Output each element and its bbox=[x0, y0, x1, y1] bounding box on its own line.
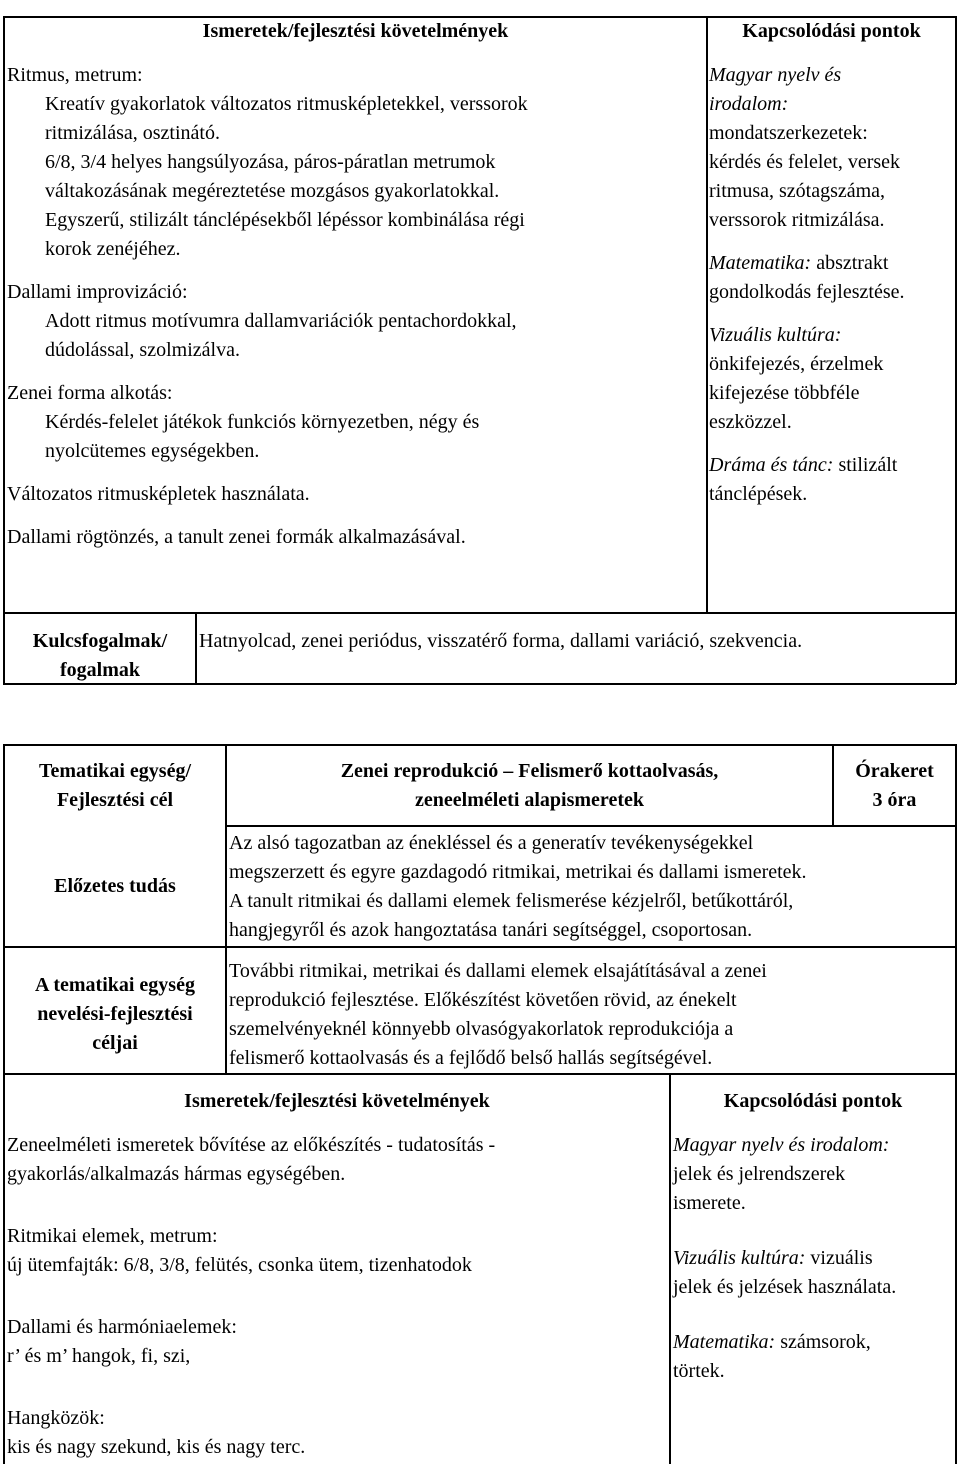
text-line: A tanult ritmikai és dallami elemek felismerése kézjelről, betűkottáról, bbox=[229, 890, 794, 912]
connection-math-2 bbox=[673, 1328, 955, 1386]
text-line: törtek. bbox=[673, 1360, 725, 1382]
text-line: gyakorlás/alkalmazás hármas egységében. bbox=[7, 1163, 346, 1185]
text-line: ritmizálása, osztinátó. bbox=[45, 122, 220, 144]
text-line: kifejezése többféle bbox=[709, 382, 860, 404]
requirements-list bbox=[7, 61, 704, 552]
unit-title bbox=[227, 757, 832, 815]
text-line: További ritmikai, metrikai és dallami elemek elsajátításával a zenei bbox=[229, 960, 767, 982]
subject-label: irodalom: bbox=[709, 93, 789, 115]
text-line: új ütemfajták: 6/8, 3/8, felütés, csonka ütem, tizenhatodok bbox=[7, 1254, 472, 1276]
text-line: Dallami és harmóniaelemek: bbox=[7, 1316, 237, 1338]
block-melodic-improvisation bbox=[7, 278, 704, 365]
text-line: Dallami rögtönzés, a tanult zenei formák alkalmazásával. bbox=[7, 526, 466, 548]
block-heading: Dallami improvizáció: bbox=[7, 281, 188, 303]
text-line: vizuális bbox=[805, 1247, 873, 1269]
connection-math bbox=[709, 249, 954, 307]
title-line: zeneelméleti alapismeretek bbox=[415, 789, 644, 811]
text-line: ismerete. bbox=[673, 1192, 746, 1214]
text-line: korok zenéjéhez. bbox=[45, 238, 181, 260]
text-line: Adott ritmus motívumra dallamvariációk pentachordokkal, bbox=[45, 310, 517, 332]
connection-drama bbox=[709, 451, 954, 509]
label-line: Fejlesztési cél bbox=[56, 789, 174, 811]
key-concepts-value: Hatnyolcad, zenei periódus, visszatérő forma, dallami variáció, szekvencia. bbox=[199, 630, 803, 652]
text-line: kérdés és felelet, versek bbox=[709, 151, 901, 173]
block-rhythmic-elements bbox=[7, 1222, 667, 1280]
text-line: reprodukció fejlesztése. Előkészítést követően rövid, az énekelt bbox=[229, 989, 737, 1011]
connection-visual bbox=[709, 321, 954, 437]
text-line: verssorok ritmizálása. bbox=[709, 209, 885, 231]
hours-value: 3 óra bbox=[872, 789, 917, 811]
connection-visual-2 bbox=[673, 1244, 955, 1302]
text-line: tánclépések. bbox=[709, 483, 808, 505]
subject-label: Magyar nyelv és irodalom: bbox=[673, 1134, 890, 1156]
block-musical-form bbox=[7, 379, 704, 466]
text-line: szemelvényeknél könnyebb olvasógyakorlatok reprodukciója a bbox=[229, 1018, 734, 1040]
block-rhythm bbox=[7, 61, 704, 264]
text-line: felismerő kottaolvasás és a fejlődő belső hallás segítségével. bbox=[229, 1047, 713, 1069]
hours-label: Órakeret bbox=[855, 760, 934, 782]
text-line: r’ és m’ hangok, fi, szi, bbox=[7, 1345, 191, 1367]
text-line: Hangközök: bbox=[7, 1407, 105, 1429]
block-theory bbox=[7, 1131, 667, 1189]
label-line: Kulcsfogalmak/ bbox=[32, 630, 168, 652]
text-line: Változatos ritmusképletek használata. bbox=[7, 483, 310, 505]
label-line: fogalmak bbox=[60, 659, 140, 681]
text-line: számsorok, bbox=[775, 1331, 871, 1353]
goals-label bbox=[5, 971, 225, 1058]
text-line: hangjegyről és azok hangoztatása tanári segítséggel, csoportosan. bbox=[229, 919, 753, 941]
text-line: Az alsó tagozatban az énekléssel és a generatív tevékenységekkel bbox=[229, 832, 754, 854]
text-line: nyolcütemes egységekben. bbox=[45, 440, 260, 462]
block-heading: Zenei forma alkotás: bbox=[7, 382, 173, 404]
text-line: 6/8, 3/4 helyes hangsúlyozása, páros-páratlan metrumok bbox=[45, 151, 496, 173]
text-line: eszközzel. bbox=[709, 411, 792, 433]
prior-knowledge-text bbox=[229, 829, 955, 945]
label-line: Tematikai egység/ bbox=[38, 760, 192, 782]
connections-list bbox=[709, 61, 954, 509]
prior-knowledge-label: Előzetes tudás bbox=[54, 875, 176, 897]
goals-text bbox=[229, 957, 955, 1073]
subject-label: Vizuális kultúra: bbox=[709, 324, 842, 346]
block-melodic-elements bbox=[7, 1313, 667, 1371]
text-line: ritmusa, szótagszáma, bbox=[709, 180, 886, 202]
left-column-header-2: Ismeretek/fejlesztési követelmények bbox=[184, 1090, 490, 1112]
connection-hungarian bbox=[709, 61, 954, 235]
right-column-header: Kapcsolódási pontok bbox=[742, 20, 921, 42]
text-line: Zeneelméleti ismeretek bővítése az előkészítés - tudatosítás - bbox=[7, 1134, 496, 1156]
text-line: Egyszerű, stilizált tánclépésekből lépéssor kombinálása régi bbox=[45, 209, 525, 231]
text-line: Kérdés-felelet játékok funkciós környezetben, négy és bbox=[45, 411, 480, 433]
connection-hungarian-2 bbox=[673, 1131, 955, 1218]
text-line: absztrakt bbox=[811, 252, 889, 274]
text-line: jelek és jelzések használata. bbox=[673, 1276, 897, 1298]
connections-list-2 bbox=[673, 1131, 955, 1386]
text-line: gondolkodás fejlesztése. bbox=[709, 281, 905, 303]
label-line: nevelési-fejlesztési bbox=[37, 1003, 193, 1025]
text-line: mondatszerkezetek: bbox=[709, 122, 868, 144]
text-line: váltakozásának megéreztetése mozgásos gyakorlatokkal. bbox=[45, 180, 500, 202]
block-heading: Ritmus, metrum: bbox=[7, 64, 143, 86]
right-column-header-2: Kapcsolódási pontok bbox=[723, 1090, 903, 1112]
hours-cell bbox=[834, 757, 955, 815]
label-line: céljai bbox=[92, 1032, 138, 1054]
block-intervals bbox=[7, 1404, 667, 1462]
label-line: A tematikai egység bbox=[35, 974, 195, 996]
text-line: Kreatív gyakorlatok változatos ritmusképletekkel, verssorok bbox=[45, 93, 528, 115]
subject-label: Magyar nyelv és bbox=[709, 64, 842, 86]
text-line: megszerzett és egyre gazdagodó ritmikai, metrikai és dallami ismeretek. bbox=[229, 861, 807, 883]
key-concepts-label bbox=[5, 627, 195, 685]
text-line: önkifejezés, érzelmek bbox=[709, 353, 884, 375]
text-line: dúdolással, szolmizálva. bbox=[45, 339, 240, 361]
title-line: Zenei reprodukció – Felismerő kottaolvasás, bbox=[340, 760, 719, 782]
subject-label: Matematika: bbox=[709, 252, 812, 274]
subject-label: Vizuális kultúra: bbox=[673, 1247, 806, 1269]
requirements-list-2 bbox=[7, 1131, 667, 1462]
unit-label bbox=[5, 757, 225, 815]
text-line: Ritmikai elemek, metrum: bbox=[7, 1225, 218, 1247]
left-column-header: Ismeretek/fejlesztési követelmények bbox=[202, 20, 509, 42]
subject-label: Matematika: bbox=[673, 1331, 776, 1353]
text-line: stilizált bbox=[833, 454, 898, 476]
text-line: jelek és jelrendszerek bbox=[673, 1163, 846, 1185]
subject-label: Dráma és tánc: bbox=[709, 454, 834, 476]
text-line: kis és nagy szekund, kis és nagy terc. bbox=[7, 1436, 306, 1458]
